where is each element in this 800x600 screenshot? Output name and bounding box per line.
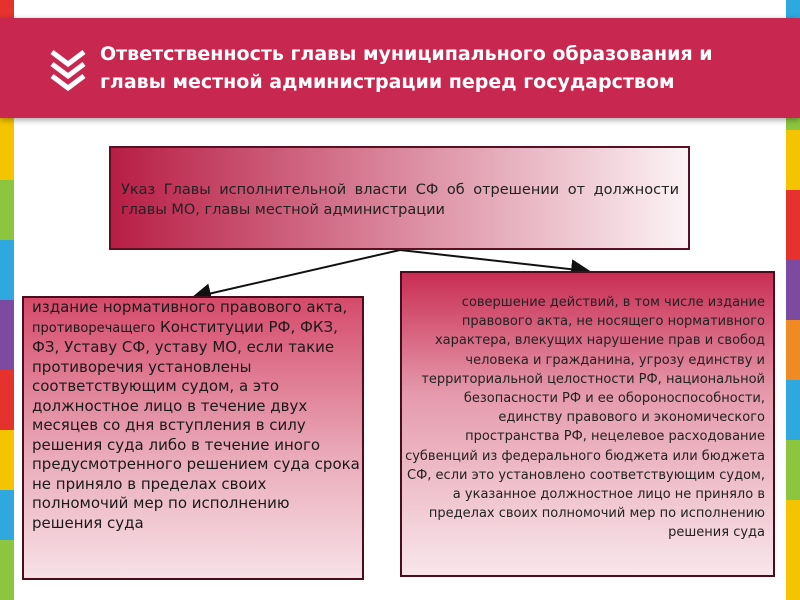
ground-normative-act-box <box>22 296 364 580</box>
arrow-to-right-box <box>400 250 587 271</box>
page-title: Ответственность главы муниципального образования и главы местной администрации перед государством <box>100 43 713 93</box>
decree-text: Указ Главы исполнительной власти СФ об отрешении от должности главы МО, главы местной администрации <box>121 182 679 218</box>
ground-actions-box <box>400 271 775 577</box>
ground-normative-act-text <box>32 298 362 533</box>
left-text-small: противоречащего <box>32 320 156 336</box>
header-band <box>0 18 800 118</box>
left-text-part-2: Конституции РФ, ФКЗ, ФЗ, Уставу СФ, уставу МО, если такие противоречия установлены соответствующим судом, а это должностное лицо в течение двух месяцев со дня вступления в силу решения суда либо в течение иного предусмотренного решением суда срока не приняло в пределах своих полномочий мер по исполнению решения суда <box>32 317 360 532</box>
chevron-down-icon <box>48 48 88 92</box>
arrow-to-left-box <box>195 250 400 297</box>
ground-actions-text: совершение действий, в том числе издание правового акта, не носящего нормативного характера, влекущих нарушение прав и свобод человека и гражданина, угрозу единству и территориальной целостности РФ, национальной безопасности РФ и ее обороноспособности, единству правового и экономического пространства РФ, нецелевое расходование субвенций из федерального бюджета или бюджета СФ, если это установлено соответствующим судом, а указанное должностное лицо не приняло в пределах своих полномочий мер по исполнению решения суда <box>405 295 765 541</box>
left-text-part-1: издание нормативного правового акта, <box>32 298 348 316</box>
decree-box <box>109 146 690 250</box>
